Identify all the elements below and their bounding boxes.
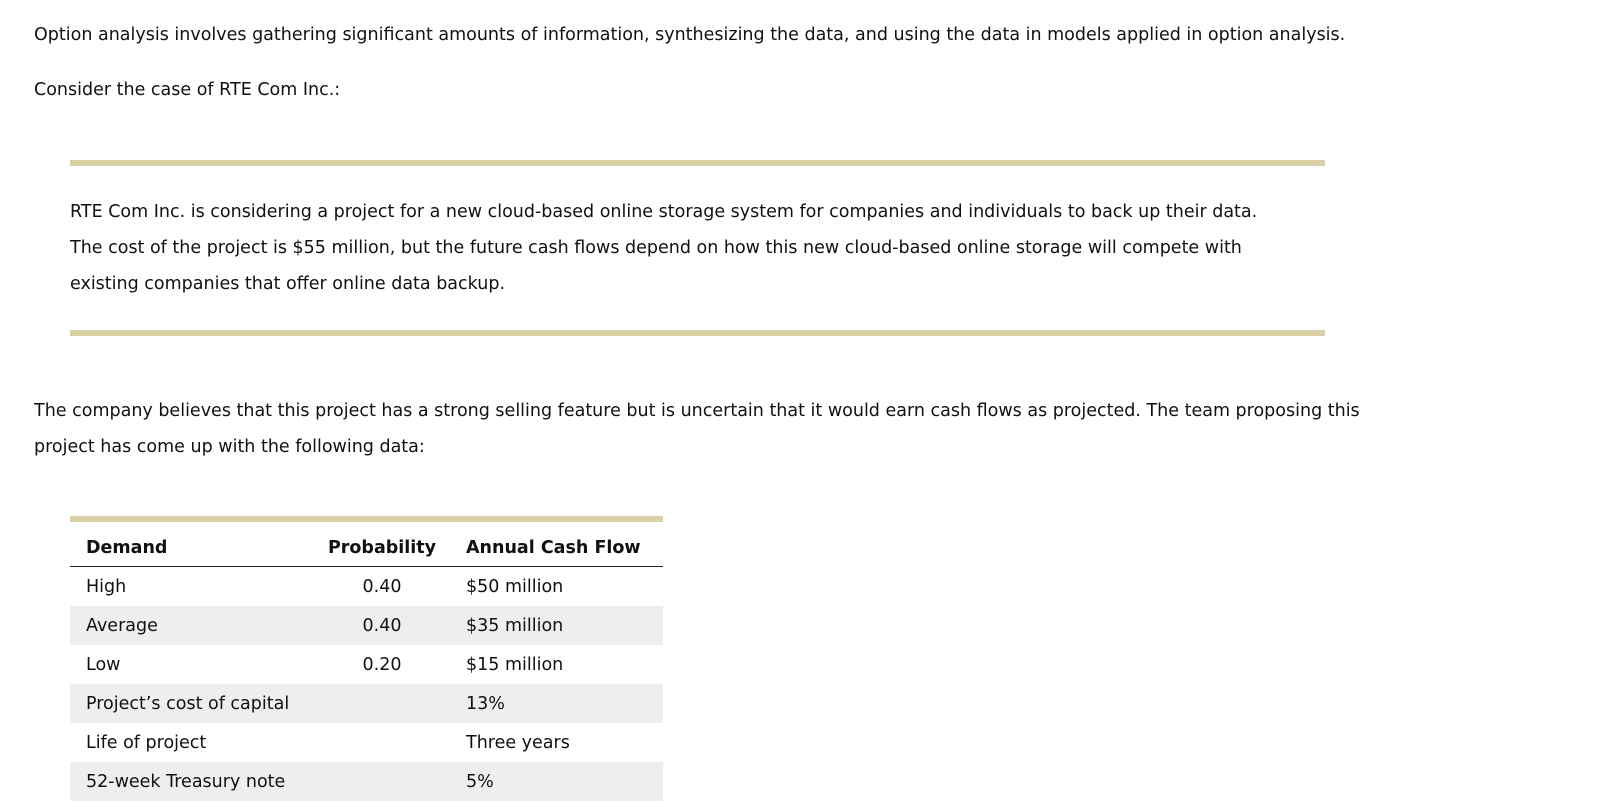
table-row (70, 723, 663, 762)
quote-bottom-rule (70, 330, 1325, 336)
cell-demand: Life of project (86, 732, 207, 753)
table-row (70, 645, 663, 684)
case-description-line: existing companies that offer online data backup. (70, 274, 506, 294)
case-description-line: RTE Com Inc. is considering a project for a new cloud-based online storage system for companies and individuals to back up their data. (70, 202, 1258, 222)
cell-probability (312, 684, 452, 723)
header-annual-cash-flow: Annual Cash Flow (452, 530, 663, 567)
cell-probability (312, 723, 452, 762)
cell-cash-flow: Three years (466, 732, 570, 753)
cell-probability: 0.20 (362, 654, 402, 675)
case-description-line: The cost of the project is $55 million, but the future cash flows depend on how this new cloud-based online storage will compete with (70, 238, 1242, 258)
cell-cash-flow: $50 million (466, 576, 564, 597)
table-row (70, 684, 663, 723)
table-top-rule (70, 516, 663, 522)
case-description-block (70, 194, 1257, 302)
cell-probability: 0.40 (312, 606, 452, 645)
case-intro-line: Consider the case of RTE Com Inc.: (34, 80, 341, 100)
cell-probability (312, 762, 452, 801)
cell-cash-flow: $15 million (466, 654, 564, 675)
table-row (70, 567, 663, 607)
cell-cash-flow: $35 million (452, 606, 663, 645)
quote-top-rule (70, 160, 1325, 166)
table-header-row (70, 530, 663, 567)
company-belief-paragraph (34, 393, 1360, 465)
table-row (70, 606, 663, 645)
table-row (70, 762, 663, 801)
cell-demand: Average (70, 606, 312, 645)
intro-paragraph: Option analysis involves gathering significant amounts of information, synthesizing the data, and using the data in models applied in option analysis. (34, 25, 1346, 45)
project-data-table (70, 530, 663, 801)
header-demand: Demand (70, 530, 312, 567)
cell-probability: 0.40 (362, 576, 402, 597)
cell-cash-flow: 5% (452, 762, 663, 801)
company-belief-line: The company believes that this project has a strong selling feature but is uncertain that it would earn cash flows as projected. The team proposing this (34, 401, 1360, 421)
cell-demand: High (86, 576, 127, 597)
header-probability: Probability (312, 530, 452, 567)
cell-demand: Low (86, 654, 121, 675)
cell-demand: Project’s cost of capital (70, 684, 312, 723)
cell-demand: 52-week Treasury note (70, 762, 312, 801)
company-belief-line: project has come up with the following data: (34, 437, 425, 457)
cell-cash-flow: 13% (452, 684, 663, 723)
